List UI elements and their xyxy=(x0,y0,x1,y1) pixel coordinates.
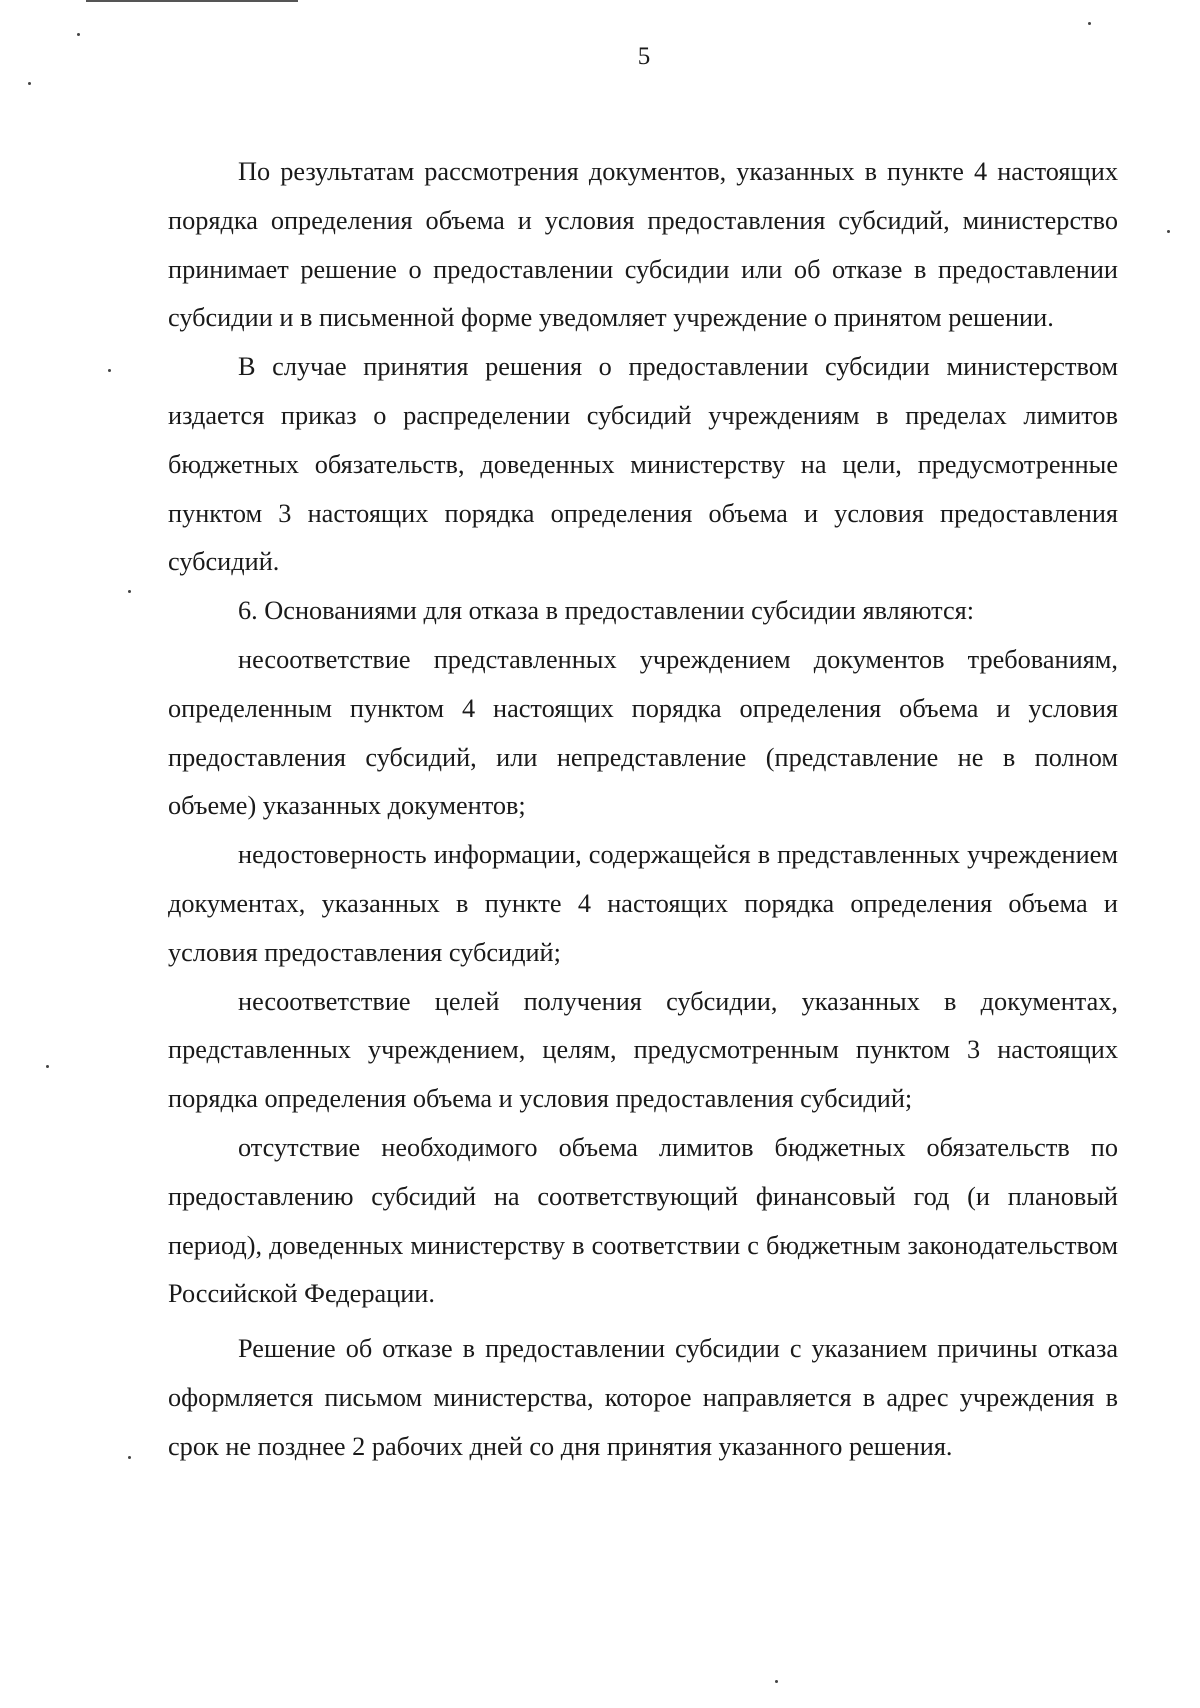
page-number: 5 xyxy=(637,43,651,70)
scan-speck xyxy=(1167,230,1170,233)
scan-speck xyxy=(77,33,80,36)
scan-speck xyxy=(128,1456,131,1459)
paragraph: Решение об отказе в предоставлении субсидии с указанием причины отказа оформляется письмом министерства, которое направляется в адрес учреждения в срок не позднее 2 рабочих дней со дня принятия указанного решения. xyxy=(168,1334,1118,1461)
scan-top-edge-line xyxy=(86,0,298,2)
paragraph: отсутствие необходимого объема лимитов бюджетных обязательств по предоставлению субсидий на соответствующий финансовый год (и плановый период), доведенных министерству в соответствии с бюджетным законодательством Российской Федерации. xyxy=(168,1132,1118,1309)
document-body xyxy=(168,148,1118,1472)
paragraph: В случае принятия решения о предоставлении субсидии министерством издается приказ о распределении субсидий учреждениям в пределах лимитов бюджетных обязательств, доведенных министерству на цели, предусмотренные пунктом 3 настоящих порядка определения объема и условия предоставления субсидий. xyxy=(168,352,1118,577)
scan-speck xyxy=(108,369,111,372)
scan-speck xyxy=(1088,22,1091,25)
paragraph: несоответствие целей получения субсидии, указанных в документах, представленных учреждением, целям, предусмотренным пунктом 3 настоящих порядка определения объема и условия предоставления субсидий; xyxy=(168,986,1118,1114)
scan-speck xyxy=(128,590,131,593)
paragraph: несоответствие представленных учреждением документов требованиям, определенным пунктом 4 настоящих порядка определения объема и условия предоставления субсидий, или непредставление (представление не в полном объеме) указанных документов; xyxy=(168,644,1118,821)
scan-speck xyxy=(28,82,31,85)
paragraph: 6. Основаниями для отказа в предоставлении субсидии являются: xyxy=(238,596,975,626)
paragraph: недостоверность информации, содержащейся в представленных учреждением документах, указанных в пункте 4 настоящих порядка определения объема и условия предоставления субсидий; xyxy=(168,840,1118,967)
scan-speck xyxy=(46,1065,49,1068)
paragraph: По результатам рассмотрения документов, указанных в пункте 4 настоящих порядка определения объема и условия предоставления субсидий, министерство принимает решение о предоставлении субсидии или об отказе в предоставлении субсидии и в письменной форме уведомляет учреждение о принятом решении. xyxy=(168,157,1118,333)
scan-speck xyxy=(775,1680,778,1683)
